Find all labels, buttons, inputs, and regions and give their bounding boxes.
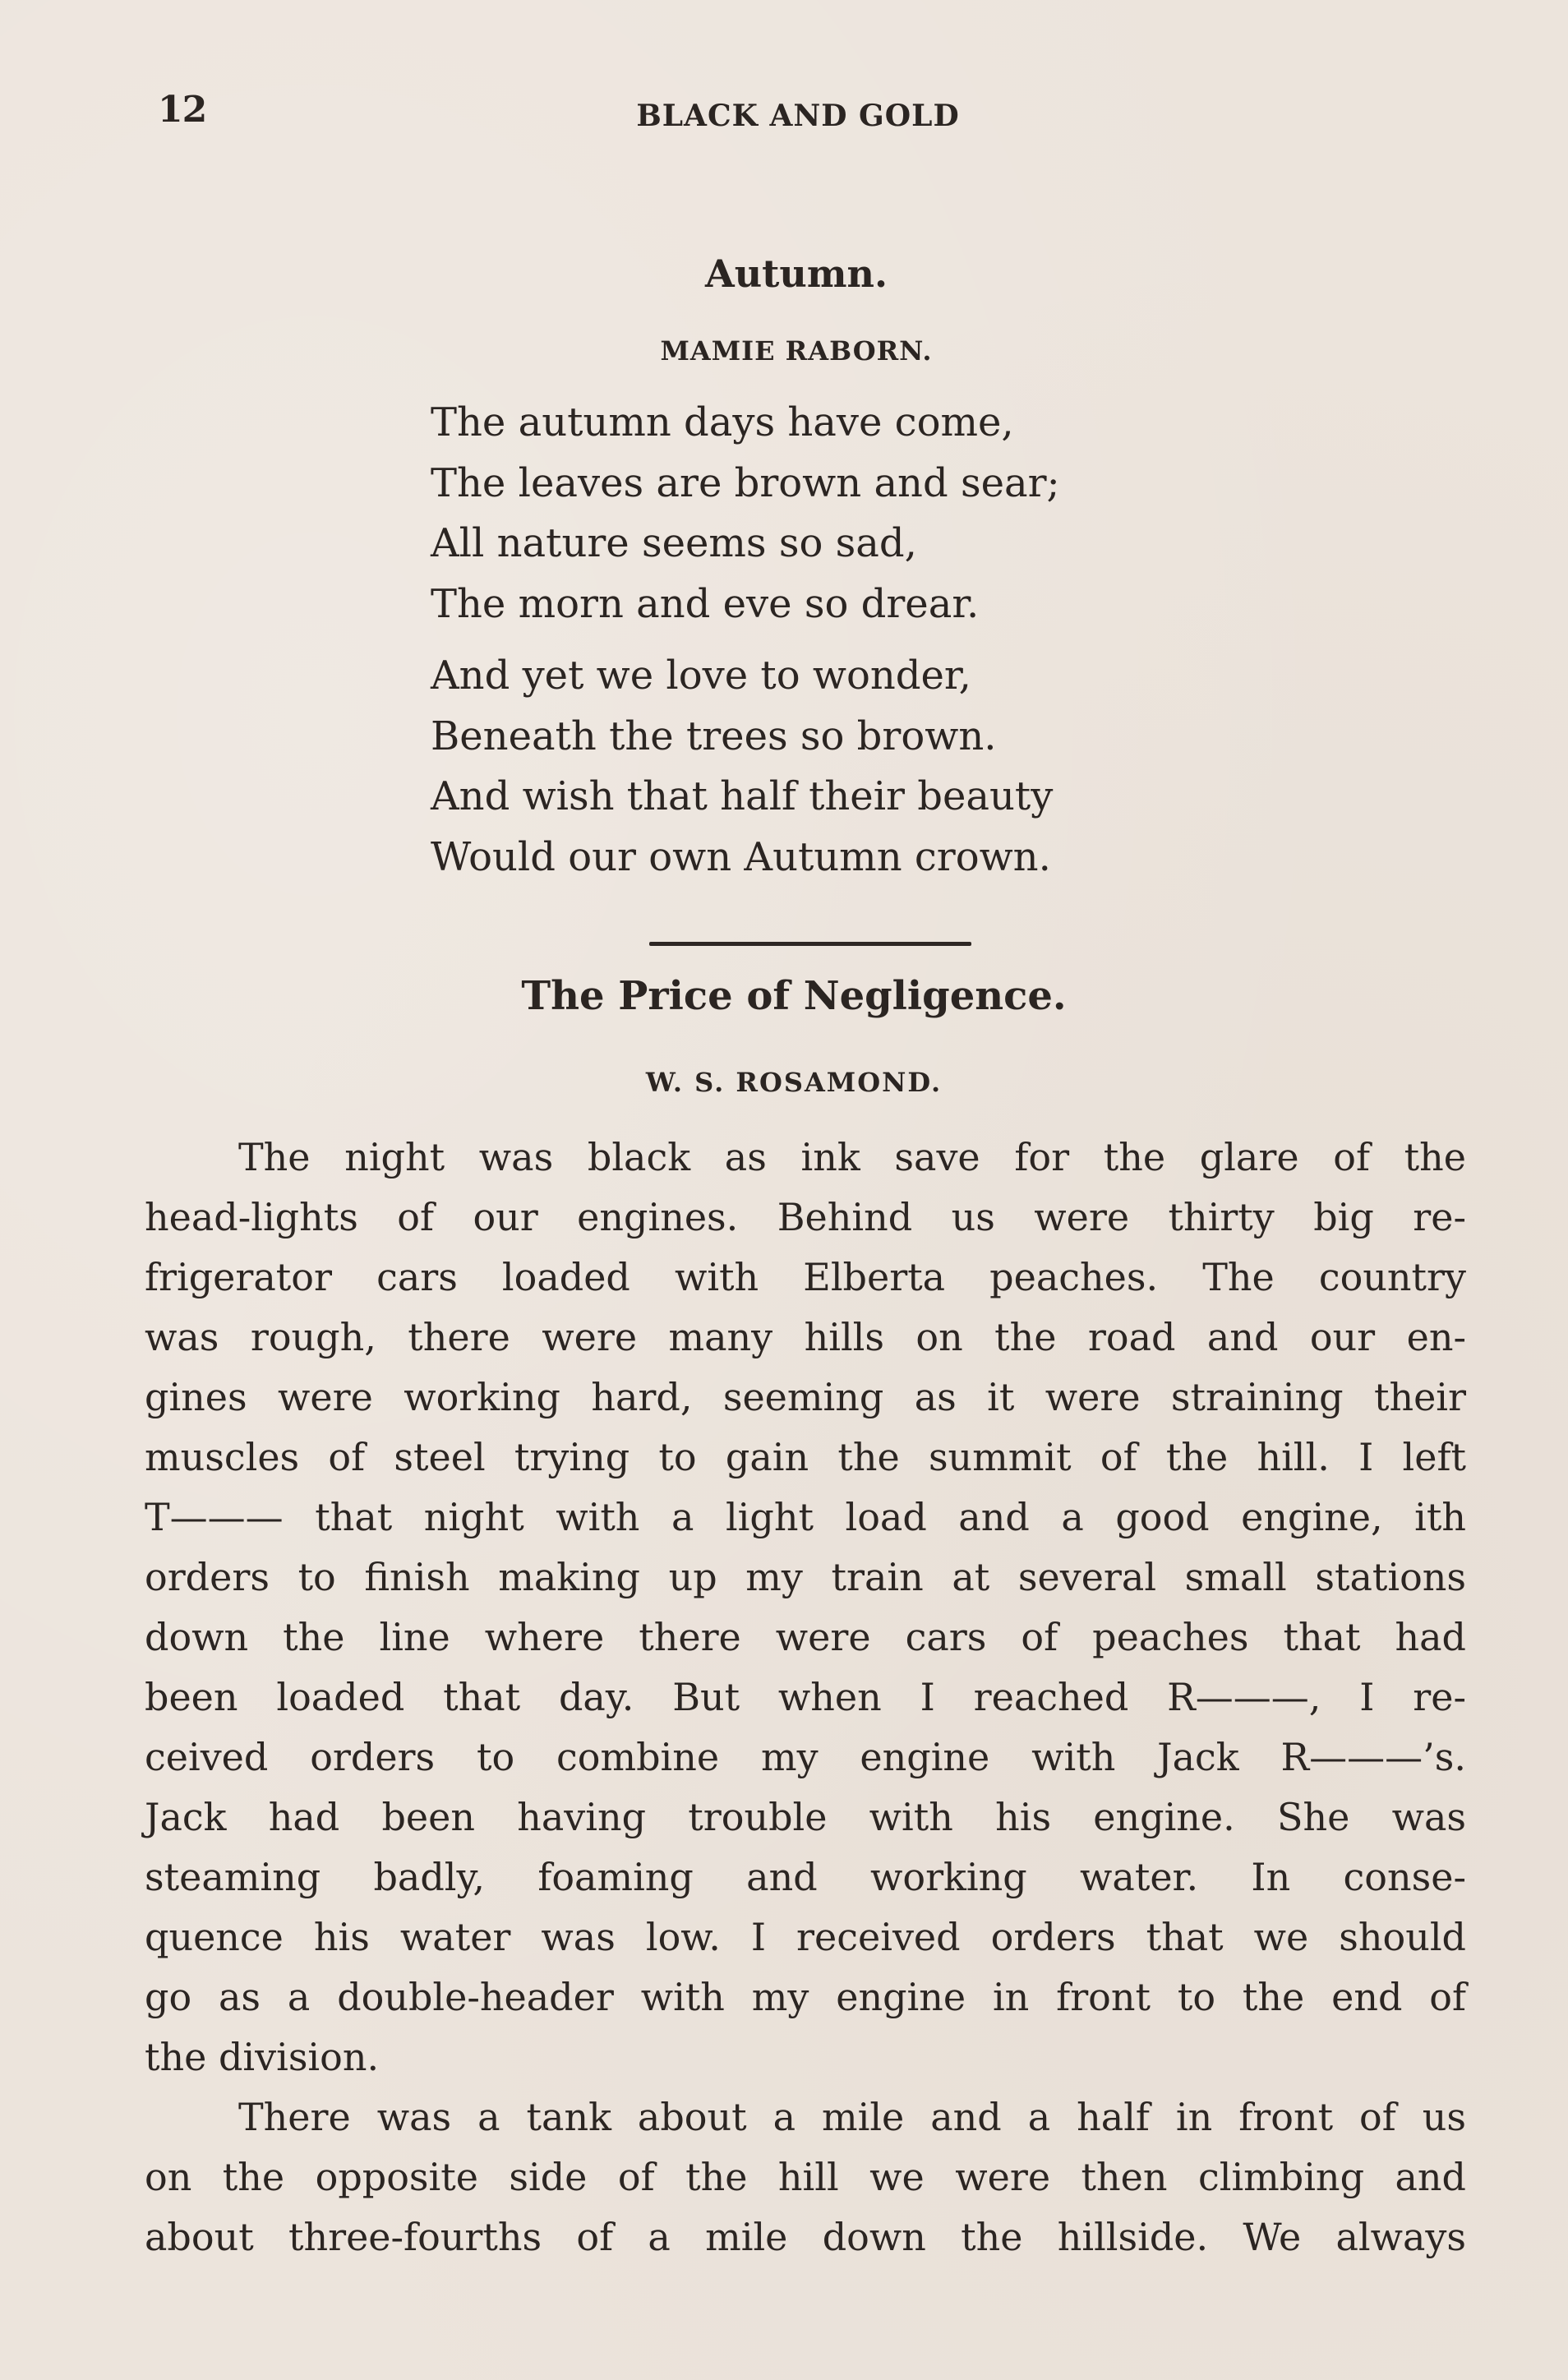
poem-line: Would our own Autumn crown. [431, 833, 1051, 880]
story-line: quence his water was low. I received orders that we should [145, 1915, 1466, 1959]
poem-stanza [431, 646, 1252, 888]
story-line: on the opposite side of the hill we were then climbing and [145, 2155, 1466, 2199]
story-line: steaming badly, foaming and working water. In conse- [145, 1855, 1466, 1899]
poem-line: All nature seems so sad, [431, 520, 917, 566]
story-line: The night was black as ink save for the glare of the [238, 1135, 1466, 1179]
story-line: Jack had been having trouble with his engine. She was [145, 1795, 1466, 1839]
story-paragraph [145, 1128, 1466, 2087]
story-line: T——— that night with a light load and a good engine, ith [145, 1495, 1466, 1539]
section-divider-rule [649, 942, 971, 946]
poem-line: The leaves are brown and sear; [431, 459, 1060, 506]
poem-line: Beneath the trees so brown. [431, 713, 997, 759]
story-line: muscles of steel trying to gain the summit of the hill. I left [145, 1435, 1466, 1479]
poem-stanza [431, 393, 1252, 634]
story-line: go as a double-header with my engine in front to the end of [145, 1975, 1466, 2019]
story-line: ceived orders to combine my engine with Jack R———’s. [145, 1735, 1466, 1779]
story-line: frigerator cars loaded with Elberta peaches. The country [145, 1255, 1466, 1299]
story-paragraph [145, 2087, 1466, 2267]
story-line: been loaded that day. But when I reached R———, I re- [145, 1675, 1466, 1719]
page-number: 12 [158, 89, 207, 131]
story-line: head-lights of our engines. Behind us were thirty big re- [145, 1195, 1466, 1239]
journal-title: BLACK AND GOLD [636, 99, 960, 133]
poem-author: MAMIE RABORN. [660, 335, 933, 367]
poem-line: The morn and eve so drear. [431, 580, 980, 627]
story-line: orders to finish making up my train at several small stations [145, 1555, 1466, 1599]
story-title: The Price of Negligence. [521, 973, 1067, 1019]
running-head [0, 89, 1568, 138]
story-body [145, 1128, 1466, 2267]
poem-line: And wish that half their beauty [431, 773, 1054, 819]
poem-body [431, 393, 1252, 888]
story-line: about three-fourths of a mile down the hillside. We always [145, 2215, 1466, 2259]
story-line: There was a tank about a mile and a half in front of us [238, 2095, 1466, 2139]
poem-title: Autumn. [705, 251, 888, 296]
story-line: gines were working hard, seeming as it were straining their [145, 1375, 1466, 1419]
poem-line: The autumn days have come, [431, 399, 1014, 445]
story-author: W. S. ROSAMOND. [645, 1067, 943, 1098]
story-line: the division. [145, 2035, 380, 2079]
story-line: was rough, there were many hills on the road and our en- [145, 1315, 1466, 1359]
poem-line: And yet we love to wonder, [431, 653, 971, 699]
story-line: down the line where there were cars of peaches that had [145, 1615, 1466, 1659]
